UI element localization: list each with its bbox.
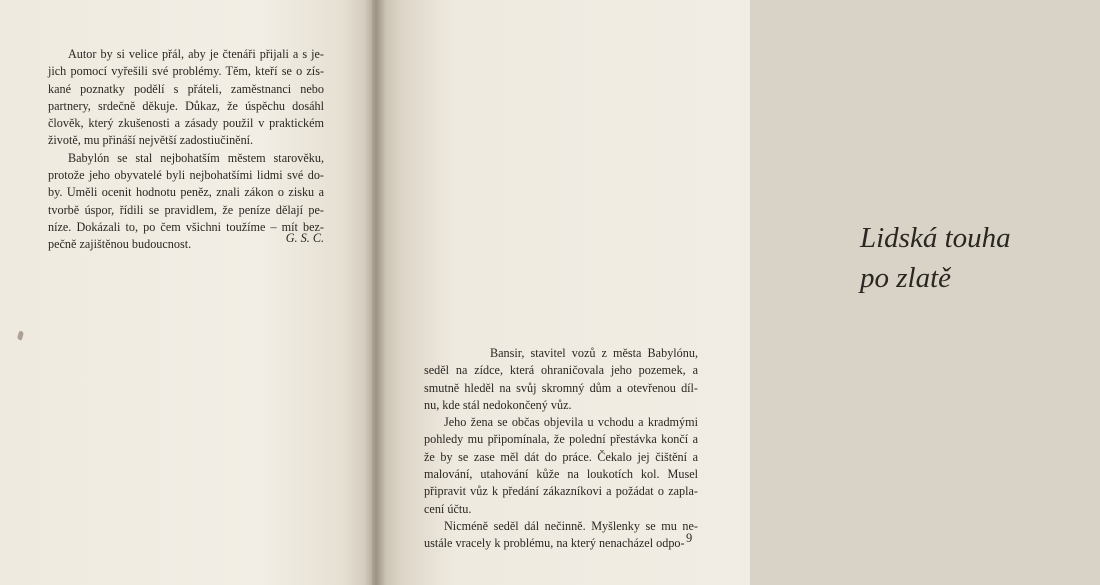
chapter-title (860, 218, 1100, 298)
text-line: Bansir, stavitel vozů z města Babylónu, (490, 346, 698, 360)
paragraph (48, 46, 324, 150)
text-line: partnery, srdečně děkuje. Důkaz, že úspěchu dosáhl (48, 98, 324, 113)
text-line: protože jeho obyvatelé byli nejbohatšími lidmi své do- (48, 168, 324, 183)
text-line: pečně zajištěnou budoucnost. (48, 237, 192, 252)
text-line: seděl na zídce, která ohraničovala jeho pozemek, (424, 363, 693, 378)
text-line: Nicméně seděl dál nečinně. Myšlenky se mu ne- (444, 518, 698, 533)
text-line: pohledy mu připomínala, že polední přestávka končí (424, 432, 693, 447)
text-line: Autor by si velice přál, aby je čtenáři přijali a s je- (68, 47, 324, 61)
paper-stain (17, 330, 25, 340)
text-line: nu, kde stál nedokončený vůz. (424, 397, 572, 412)
paragraph (424, 414, 698, 518)
text-line: a malování, utahování kůže na loukotích kol. Musel (424, 449, 698, 482)
text-line: Jeho žena se občas objevila u vchodu a kradmými (444, 415, 698, 430)
text-line: a tvorbě úspor, řídili se pravidlem, že peníze dělají pe- (48, 185, 324, 217)
text-line: ustále vracely k problému, na který nenacházel odpo- (424, 536, 685, 551)
chapter-body-text (424, 345, 698, 553)
chapter-title-line: po zlatě (860, 262, 952, 294)
preface-text (48, 46, 324, 254)
page-number: 9 (686, 531, 693, 545)
paragraph (424, 518, 698, 553)
text-line: kané poznatky podělí s přáteli, zaměstnanci nebo (48, 81, 324, 96)
text-line: a že by se zase měl dát do práce. Čekalo jej čištění (424, 432, 698, 464)
text-line: životě, mu přináší největší zadostiučinění. (48, 133, 254, 148)
left-page (0, 0, 372, 585)
text-line: cení účtu. (424, 501, 472, 516)
text-line: jich pomocí vyřešili své problémy. Těm, kteří se o zís- (48, 64, 324, 79)
text-line: a smutně hleděl na svůj skromný dům a otevřenou díl- (424, 363, 698, 395)
author-initials: G. S. C. (285, 231, 324, 245)
text-line: Babylón se stal nejbohatším městem starověku, (68, 150, 324, 165)
text-line: připravit vůz k předání zákazníkovi a požádat o zapla- (424, 484, 698, 499)
chapter-title-line: Lidská touha (860, 222, 1011, 254)
text-line: by. Uměli ocenit hodnotu peněz, znali zákon o zisku (48, 185, 319, 200)
text-line: člověk, který zkušenosti a zásady použil v praktickém (48, 116, 324, 131)
text-line: níze. Dokázali to, po čem všichni toužíme – mít bez- (48, 219, 324, 234)
paragraph (424, 345, 698, 414)
